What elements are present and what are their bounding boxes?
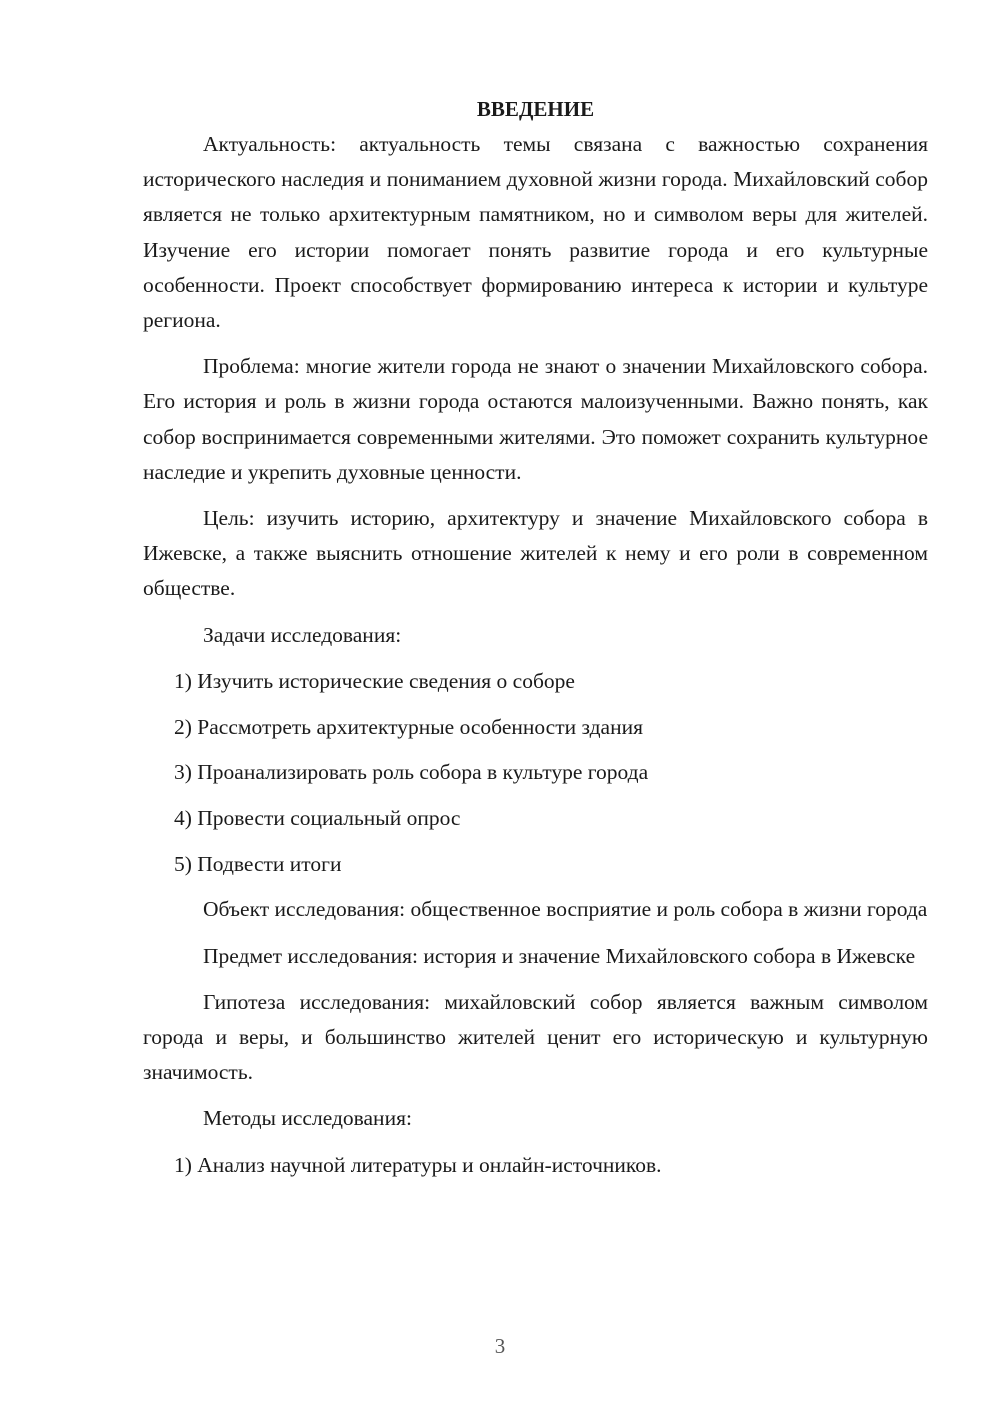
tasks-heading: Задачи исследования: bbox=[203, 622, 402, 647]
task-item: 3) Проанализировать роль собора в культуре города bbox=[174, 760, 649, 785]
section-title: ВВЕДЕНИЕ bbox=[476, 97, 595, 121]
task-item: 4) Провести социальный опрос bbox=[174, 805, 461, 830]
method-item: 1) Анализ научной литературы и онлайн-источников. bbox=[174, 1152, 662, 1177]
document-page bbox=[143, 92, 928, 1193]
object-paragraph: Объект исследования: общественное восприятие и роль собора в жизни города bbox=[203, 897, 928, 922]
task-item: 2) Рассмотреть архитектурные особенности здания bbox=[174, 714, 643, 739]
problem-paragraph: Проблема: многие жители города не знают о значении Михайловского собора. Его история и роль в жизни города остаются малоизученными. Важно понять, как собор воспринимается современными жителями. Это поможет сохранить культурное наследие и укрепить духовные ценности. bbox=[143, 354, 928, 484]
page-number: 3 bbox=[494, 1334, 506, 1358]
task-item: 1) Изучить исторические сведения о соборе bbox=[174, 668, 575, 693]
goal-paragraph: Цель: изучить историю, архитектуру и значение Михайловского собора в Ижевске, а также выяснить отношение жителей к нему и его роли в современном обществе. bbox=[143, 506, 928, 601]
methods-heading: Методы исследования: bbox=[203, 1106, 412, 1131]
task-item: 5) Подвести итоги bbox=[174, 851, 342, 876]
tasks-list bbox=[143, 664, 928, 882]
subject-paragraph: Предмет исследования: история и значение Михайловского собора в Ижевске bbox=[203, 943, 916, 968]
relevance-paragraph: Актуальность: актуальность темы связана с важностью сохранения исторического наследия и пониманием духовной жизни города. Михайловский собор является не только архитектурным памятником, но и символом веры для жителей. Изучение его истории помогает понять развитие города и его культурные особенности. Проект способствует формированию интереса к истории и культуре региона. bbox=[143, 132, 928, 333]
hypothesis-paragraph: Гипотеза исследования: михайловский собор является важным символом города и веры, и большинство жителей ценит его историческую и культурную значимость. bbox=[143, 989, 928, 1085]
methods-list bbox=[143, 1148, 928, 1183]
